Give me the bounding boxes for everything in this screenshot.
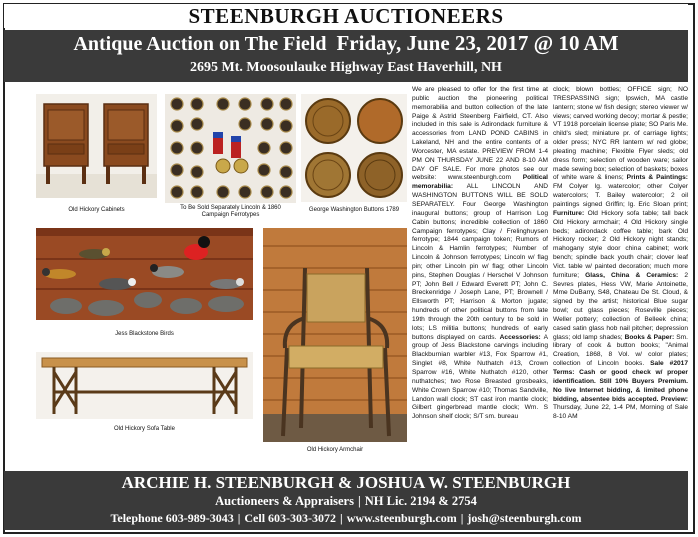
cabinets-caption: Old Hickory Cabinets [68, 207, 125, 213]
political-text: ALL LINCOLN AND WASHINGTON BUTTONS WILL BE SOLD SEPARATELY. Four George Washington inaugural buttons; group of Harrison Log Cabin buttons; incredible collection of 1860 Campaign ferrotypes; Clay / Frelinghuysen ferrotype; 1844 campaign token; Rumors of Lincoln & Hamlin ferrotypes; Number of Lincoln & Johnson ferrotypes; Lincoln w/ flag pin; other Lincoln pin w/ flag; other Lincoln pins, Stephen Douglas / Herschel V Johnson PT; John Bell / Edward Everett PT; John C. Breckenridge / Joseph Lane, PT; Brownell / Ellsworth PT; Harrison & Morton jugate; hundreds of other political buttons from late 19th through the 20th century to be sold in lots; LS militia buttons; hundreds of early buttons displayed on cards. [412, 183, 548, 341]
birds-caption: Jess Blackstone Birds [115, 331, 174, 337]
contact-line [4, 510, 688, 527]
accessories-continued-text: clock; blown bottles; OFFICE sign; NO TRESPASSING sign; Ipswich, MA castle lantern; stone w/ fish design; stereo viewer w/ views; carved working decoy; mortar & pestle; VT 1918 porcelain license plate; SO Paris Me. child's sled; miniature pr. of carriage lights; older press; NYC RR lantern w/ red globe; pleating machine; Flexible Flyer sleds; old dress form; selection of wooden ware; sailor made sewing box; selection of baskets; boxes of white ware & linens; [553, 86, 688, 182]
campaign-buttons-caption-2: Campaign Ferrotypes [201, 212, 260, 218]
license-numbers: NH Lic. 2194 & 2754 [364, 494, 477, 508]
armchair-caption: Old Hickory Armchair [306, 447, 364, 453]
sofa-table-photo [36, 352, 253, 419]
event-address: 2695 Mt. Moosoulauke Highway East Haverhill, NH [190, 60, 502, 75]
sofa-table-caption: Old Hickory Sofa Table [114, 426, 175, 432]
preview-text: Thursday, June 22, 1-4 PM, Morning of Sale 8-10 AM [553, 404, 688, 421]
campaign-buttons-photo [165, 94, 296, 203]
terms-text: Sale #2017 Terms: Cash or good check w/ proper identification. Still 10% Buyers Premium. No live Internet bidding, & limited phone bidding, absentee bids accepted. [553, 360, 688, 403]
cell-phone[interactable]: Cell 603-303-3072 [244, 511, 337, 525]
books-heading: Books & Paper: [624, 333, 675, 341]
cabinets-photo [36, 94, 157, 198]
company-title: STEENBURGH AUCTIONEERS [188, 4, 504, 28]
furniture-heading: Furniture: [553, 209, 585, 217]
divider: | [357, 494, 361, 508]
armchair-photo [263, 228, 407, 442]
website-link[interactable]: www.steenburgh.com [346, 511, 457, 525]
glass-heading: Glass, China & Ceramics: [585, 271, 679, 279]
email-link[interactable]: josh@steenburgh.com [467, 511, 582, 525]
event-date: Friday, June 23, 2017 @ 10 AM [336, 31, 619, 55]
prints-heading: Prints & Paintings: [626, 174, 688, 182]
divider: | [237, 511, 241, 525]
intro-text: We are pleased to offer for the first time at public auction the pioneering political memorabilia and button collection of the late Paige & Astrid Steenberg Fairfield, CT. Also included in this sale is Adirondack furniture & accessories from LAND POND CABINS in Lakeland, NH and the entire contents of a Worcester, MA estate. PREVIEW FROM 1-4 PM ON THURSDAY JUNE 22 AND 8-10 AM DAY OF SALE. For more photos see our website: www.steenburgh.com [412, 86, 548, 182]
campaign-buttons-caption-1: To Be Sold Separately Lincoln & 1860 [180, 205, 281, 211]
company-title-bar [4, 4, 688, 28]
auctioneer-credentials [4, 493, 688, 510]
furniture-text: Old Hickory sofa table; tall back Old Hickory armchair; 4 Old Hickory single beds; adirondack coffee table; bark Old Hickory rocker; 2 Old Hickory night stands; mahogany style door china cabinet; work bench; spindle back youth chair; clover leaf Vict. table w/ painted decoration; much more furniture; [553, 209, 688, 279]
birds-photo [36, 228, 253, 320]
telephone[interactable]: Telephone 603-989-3043 [110, 511, 234, 525]
divider: | [460, 511, 464, 525]
accessories-heading: Accessories: [499, 333, 541, 341]
preview-heading: Preview: [660, 395, 688, 403]
auction-description-column-2 [553, 86, 688, 466]
glass-text: 2 Sevres plates, Hess VW, Marie Antoinette, Mme DuBarry, S48, Chateau De St. Cloud, & signed by the artist; historical Blue sugar bowl; cut glass pieces; Roseville pieces; Weller pottery; collection of Belleek china; cased satin glass hob nail pitcher; depression glass; old lamp shades; [553, 271, 688, 341]
auctioneer-names: ARCHIE H. STEENBURGH & JOSHUA W. STEENBURGH [121, 473, 571, 492]
auctioneer-role: Auctioneers & Appraisers [215, 494, 354, 508]
divider: | [340, 511, 343, 525]
event-banner [4, 30, 688, 82]
washington-buttons-photo [301, 94, 407, 202]
contact-footer [4, 471, 688, 530]
washington-buttons-caption: George Washington Buttons 1789 [308, 207, 400, 213]
books-text: Sm. library of cook & button books; "Animal Creation, 1868, 8 Vol. w/ color plates; collection of Lincoln books. [553, 333, 688, 368]
political-heading: Political memorabilia: [412, 174, 548, 191]
event-title [4, 30, 688, 57]
prints-text: FM Colyer lg. watercolor; other Colyer watercolors; T. Bailey watercolor; 2 oil paintings signed Griffin; lg. Eric Sloan print; [553, 183, 688, 208]
event-title-part1: Antique Auction on The Field [73, 33, 327, 55]
accessories-text: A group of Jess Blackstone carvings including Blackburnian warbler #13, Fox Sparrow #1, Singlet #8, White Nuthatch #13, Crown Sparrow #16, White Nuthatch #120, other nuthatches; two Rose Breasted grosbeaks, White Crown Sparrow #10; Thomas Sandville, Landon wall clock; ST cast iron mantle clock; Gilbert gingerbread mantle clock; Wm. S Johnson shelf clock; S/T sm. bureau [412, 333, 548, 421]
auction-description-column-1 [412, 86, 548, 466]
